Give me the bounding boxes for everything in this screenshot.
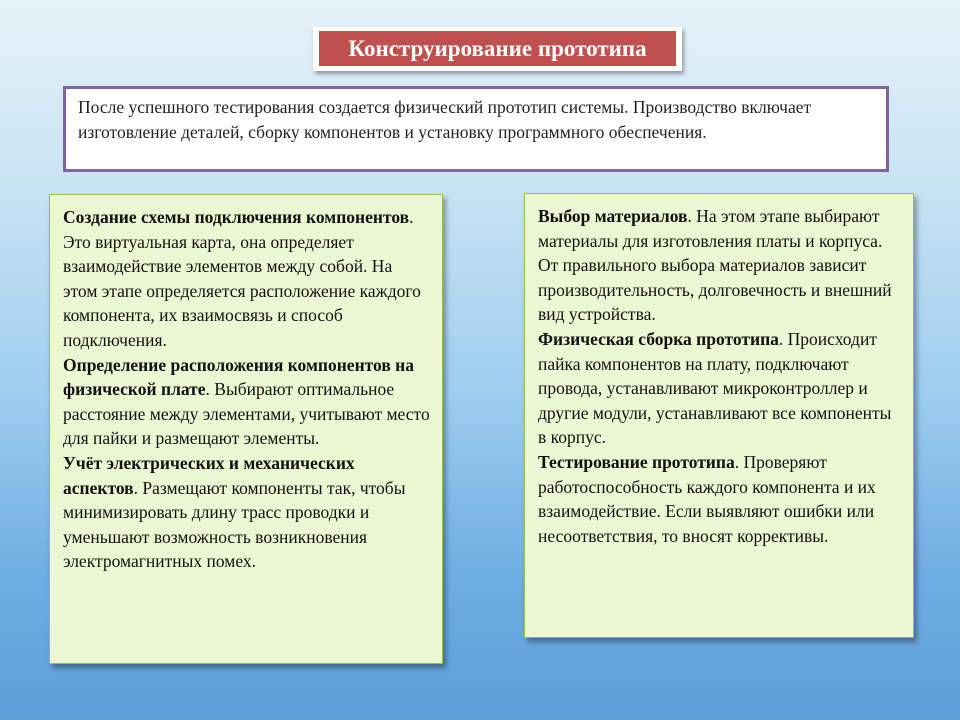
- section-heading: Определение расположения компонентов на физической плате: [63, 354, 414, 400]
- card-section: [63, 353, 430, 451]
- section-heading: Тестирование прототипа: [538, 451, 735, 472]
- section-heading: Создание схемы подключения компонентов: [63, 207, 410, 227]
- section-text: . Выбирают оптимальное расстояние между элементами, учитывают место для пайки и размещают элементы.: [63, 379, 430, 449]
- section-text: . Проверяют работоспособность каждого компонента и их взаимодействие. Если выявляют ошибки или несоответствия, то вносят коррективы.: [538, 451, 876, 546]
- card-section: [63, 205, 430, 353]
- section-heading: Физическая сборка прототипа: [538, 328, 779, 349]
- left-content-card: [49, 194, 443, 664]
- card-section: [63, 451, 430, 574]
- right-content-card: [524, 193, 914, 638]
- slide-title: Конструирование прототипа: [319, 31, 676, 66]
- section-text: . Размещают компоненты так, чтобы минимизировать длину трасс проводки и уменьшают возможность возникновения электромагнитных помех.: [63, 477, 406, 572]
- section-heading: Выбор материалов: [538, 206, 688, 226]
- card-section: [538, 450, 901, 548]
- section-text: . На этом этапе выбирают материалы для изготовления платы и корпуса. От правильного выбора материалов зависит производительность, долговечность и внешний вид устройства.: [538, 206, 892, 325]
- section-text: . Это виртуальная карта, она определяет взаимодействие элементов между собой. На этом этапе определяется расположение каждого компонента, их взаимосвязь и способ подключения.: [63, 207, 421, 350]
- intro-text-box: После успешного тестирования создается физический прототип системы. Производство включает изготовление деталей, сборку компонентов и установку программного обеспечения.: [63, 86, 889, 172]
- card-section: [538, 204, 901, 327]
- card-section: [538, 327, 901, 450]
- title-frame: [313, 27, 682, 71]
- section-text: . Происходит пайка компонентов на плату, подключают провода, устанавливают микроконтроллер и другие модули, устанавливают все компоненты в корпус.: [538, 328, 892, 448]
- section-heading: Учёт электрических и механических аспектов: [63, 452, 355, 498]
